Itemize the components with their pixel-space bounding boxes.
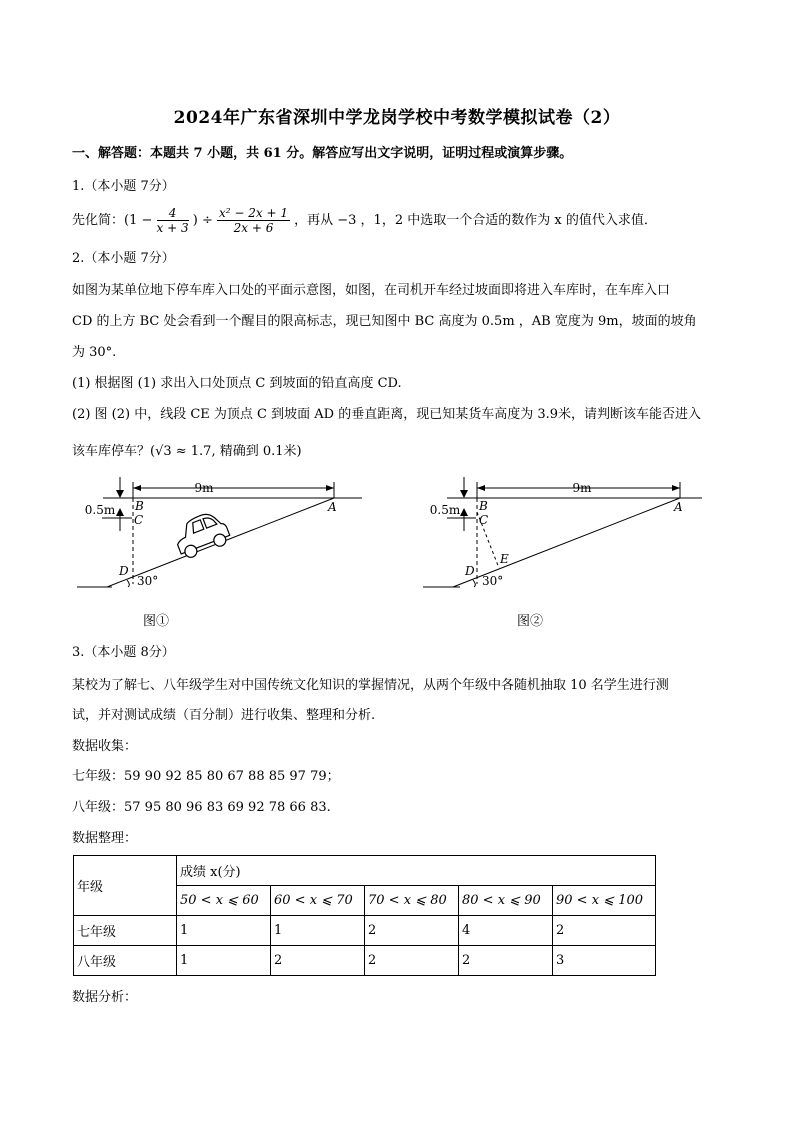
- q2-subquestion-2-cont: 该车库停车？(√3 ≈ 1.7, 精确到 0.1米): [72, 444, 302, 459]
- q3-grade7-scores: 七年级：59 90 92 85 80 67 88 85 97 79；: [72, 769, 340, 784]
- table-cell: 1: [177, 916, 271, 946]
- fig1-angle-label: 30°: [137, 574, 159, 588]
- fig2-label-e: E: [500, 552, 509, 566]
- q3-paragraph-1: 某校为了解七、八年级学生对中国传统文化知识的掌握情况，从两个年级中各随机抽取 10 名学生进行测: [72, 678, 669, 693]
- q2-subquestion-2: (2) 图 (2) 中，线段 CE 为顶点 C 到坡面 AD 的垂直距离，现已知某货车高度为 3.9米，请判断该车能否进入: [72, 407, 702, 422]
- q1-frac1-den: x + 3: [156, 221, 189, 235]
- q3-data-collection-label: 数据收集：: [72, 739, 138, 754]
- table-row-label: 八年级: [74, 946, 177, 976]
- table-range-cell: 60 < x ⩽ 70: [271, 886, 365, 916]
- table-header-score-group: 成绩 x(分): [177, 856, 656, 886]
- table-cell: 2: [271, 946, 365, 976]
- q1-frac1-num: 4: [157, 206, 189, 221]
- q1-mid: ) ÷: [192, 213, 213, 228]
- table-cell: 1: [271, 916, 365, 946]
- q2-subquestion-1: (1) 根据图 (1) 求出入口处顶点 C 到坡面的铅直高度 CD.: [72, 376, 402, 391]
- table-row: [74, 916, 656, 946]
- q3-grade8-scores: 八年级：57 95 80 96 83 69 92 78 66 83.: [72, 800, 331, 815]
- q3-data-analysis-label: 数据分析：: [72, 990, 138, 1005]
- table-range-cell: 50 < x ⩽ 60: [177, 886, 271, 916]
- table-header-row: [74, 856, 656, 886]
- fig1-label-b: B: [135, 499, 144, 513]
- table-cell: 2: [365, 916, 459, 946]
- q2-paragraph-1: 如图为某单位地下停车库入口处的平面示意图，如图，在司机开车经过坡面即将进入车库时，在车库入口: [72, 283, 671, 298]
- page-title: 2024年广东省深圳中学龙岗学校中考数学模拟试卷（2）: [173, 108, 621, 128]
- table-cell: 3: [553, 946, 656, 976]
- fig2-height-label: 0.5m: [429, 503, 461, 517]
- q2-header: 2.（本小题 7分）: [72, 251, 175, 266]
- q1-header: 1.（本小题 7分）: [72, 179, 175, 194]
- figure-1: [72, 474, 362, 634]
- q3-paragraph-2: 试，并对测试成绩（百分制）进行收集、整理和分析.: [72, 708, 376, 723]
- fig2-label-a: A: [674, 500, 683, 514]
- table-cell: 2: [553, 916, 656, 946]
- figure-2: [420, 474, 710, 634]
- table-range-cell: 80 < x ⩽ 90: [459, 886, 553, 916]
- fig2-angle-label: 30°: [482, 574, 504, 588]
- score-distribution-table: [73, 855, 656, 976]
- q1-fraction-1: [157, 206, 189, 235]
- car-icon: [171, 508, 232, 560]
- fig2-width-label: 9m: [572, 481, 592, 495]
- table-row: [74, 946, 656, 976]
- fig2-caption: 图②: [516, 614, 544, 629]
- q3-header: 3.（本小题 8分）: [72, 645, 175, 660]
- table-range-cell: 90 < x ⩽ 100: [553, 886, 656, 916]
- fig2-label-c: C: [479, 513, 489, 527]
- fig1-label-d: D: [119, 564, 129, 578]
- table-cell: 2: [459, 946, 553, 976]
- q1-frac2-den: 2x + 6: [233, 221, 274, 235]
- q1-body: [72, 206, 657, 236]
- section-heading: 一、解答题：本题共 7 小题，共 61 分。解答应写出文字说明，证明过程或演算步骤。: [72, 146, 573, 161]
- q1-prefix: 先化简：(1 −: [72, 213, 153, 228]
- fig2-label-d: D: [465, 564, 475, 578]
- q2-paragraph-2: CD 的上方 BC 处会看到一个醒目的限高标志，现已知图中 BC 高度为 0.5m ，AB 宽度为 9m，坡面的坡角: [72, 314, 697, 329]
- table-cell: 2: [365, 946, 459, 976]
- table-cell: 4: [459, 916, 553, 946]
- fig1-caption: 图①: [142, 614, 170, 629]
- q1-frac2-num: x² − 2x + 1: [219, 206, 288, 220]
- q1-suffix: ，再从 −3 ，1，2 中选取一个合适的数作为 x 的值代入求值．: [294, 213, 657, 228]
- fig1-height-label: 0.5m: [84, 503, 116, 517]
- fig1-label-c: C: [134, 513, 144, 527]
- q3-data-organize-label: 数据整理：: [72, 831, 138, 846]
- q2-paragraph-3: 为 30°.: [72, 345, 117, 360]
- table-row-label: 七年级: [74, 916, 177, 946]
- q1-fraction-2: [217, 206, 290, 235]
- table-cell: 1: [177, 946, 271, 976]
- table-range-cell: 70 < x ⩽ 80: [365, 886, 459, 916]
- fig2-label-b: B: [479, 499, 488, 513]
- fig1-label-a: A: [328, 500, 337, 514]
- table-header-grade: 年级: [74, 856, 177, 916]
- fig1-width-label: 9m: [194, 481, 214, 495]
